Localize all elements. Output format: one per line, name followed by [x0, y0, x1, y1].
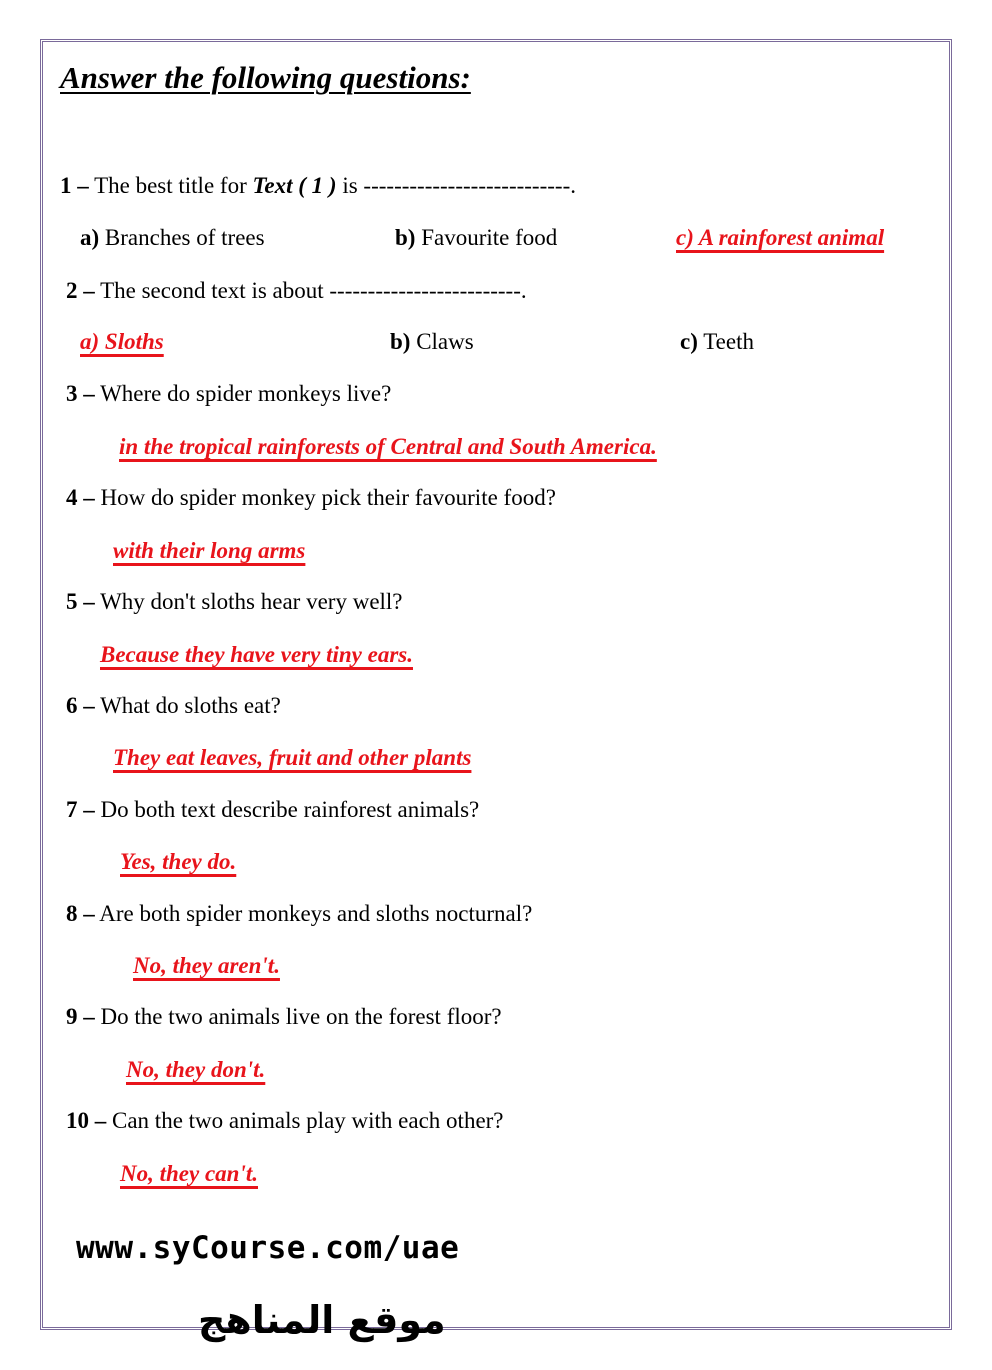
question-text: The best title for — [88, 173, 253, 198]
option-text: Branches of trees — [99, 225, 265, 250]
question-9 — [66, 1004, 502, 1030]
q1-option-c-answer: c) A rainforest animal — [676, 225, 885, 250]
question-number: 2 – — [66, 278, 95, 303]
question-number: 8 – — [66, 901, 95, 926]
answer-7: Yes, they do. — [120, 849, 237, 874]
answer-3: in the tropical rainforests of Central and South America. — [119, 434, 657, 459]
question-number: 1 – — [60, 173, 89, 198]
answer-4: with their long arms — [113, 538, 306, 563]
arabic-site-label: موقع المناهج — [198, 1298, 446, 1342]
question-text: How do spider monkey pick their favourite food? — [94, 485, 556, 510]
q2-option-b — [390, 329, 474, 355]
answer-8: No, they aren't. — [133, 953, 280, 978]
question-number: 5 – — [66, 589, 95, 614]
question-emphasis: Text ( 1 ) — [252, 173, 337, 198]
question-3 — [66, 381, 391, 407]
question-8 — [66, 901, 532, 927]
question-text: Are both spider monkeys and sloths nocturnal? — [94, 901, 533, 926]
question-7 — [66, 797, 479, 823]
question-number: 4 – — [66, 485, 95, 510]
question-text: What do sloths eat? — [94, 693, 281, 718]
question-text: Where do spider monkeys live? — [94, 381, 392, 406]
option-letter: a) — [80, 225, 100, 250]
answer-10: No, they can't. — [120, 1161, 258, 1186]
option-text: Claws — [410, 329, 474, 354]
question-2 — [66, 278, 527, 304]
question-text: Do the two animals live on the forest floor? — [94, 1004, 502, 1029]
question-text: Why don't sloths hear very well? — [94, 589, 403, 614]
answer-9: No, they don't. — [126, 1057, 266, 1082]
question-1 — [60, 173, 576, 199]
option-text: Teeth — [697, 329, 754, 354]
answer-6: They eat leaves, fruit and other plants — [113, 745, 472, 770]
website-link[interactable]: www.syCourse.com/uae — [76, 1230, 460, 1266]
option-letter: b) — [390, 329, 411, 354]
question-number: 3 – — [66, 381, 95, 406]
answer-5: Because they have very tiny ears. — [100, 642, 413, 667]
question-number: 7 – — [66, 797, 95, 822]
question-10 — [66, 1108, 504, 1134]
q1-option-a — [80, 225, 265, 251]
question-4 — [66, 485, 556, 511]
q2-option-c — [680, 329, 754, 355]
question-number: 10 – — [66, 1108, 107, 1133]
question-6 — [66, 693, 281, 719]
option-letter: c) — [680, 329, 698, 354]
question-text: The second text is about -------------------------. — [94, 278, 527, 303]
question-blank: is ---------------------------. — [336, 173, 576, 198]
question-5 — [66, 589, 403, 615]
q1-option-b — [395, 225, 557, 251]
q2-option-a-answer: a) Sloths — [80, 329, 164, 354]
question-text: Do both text describe rainforest animals? — [94, 797, 480, 822]
option-letter: b) — [395, 225, 416, 250]
question-text: Can the two animals play with each other? — [106, 1108, 504, 1133]
option-text: Favourite food — [415, 225, 558, 250]
question-number: 9 – — [66, 1004, 95, 1029]
page-title: Answer the following questions: — [60, 60, 471, 95]
question-number: 6 – — [66, 693, 95, 718]
